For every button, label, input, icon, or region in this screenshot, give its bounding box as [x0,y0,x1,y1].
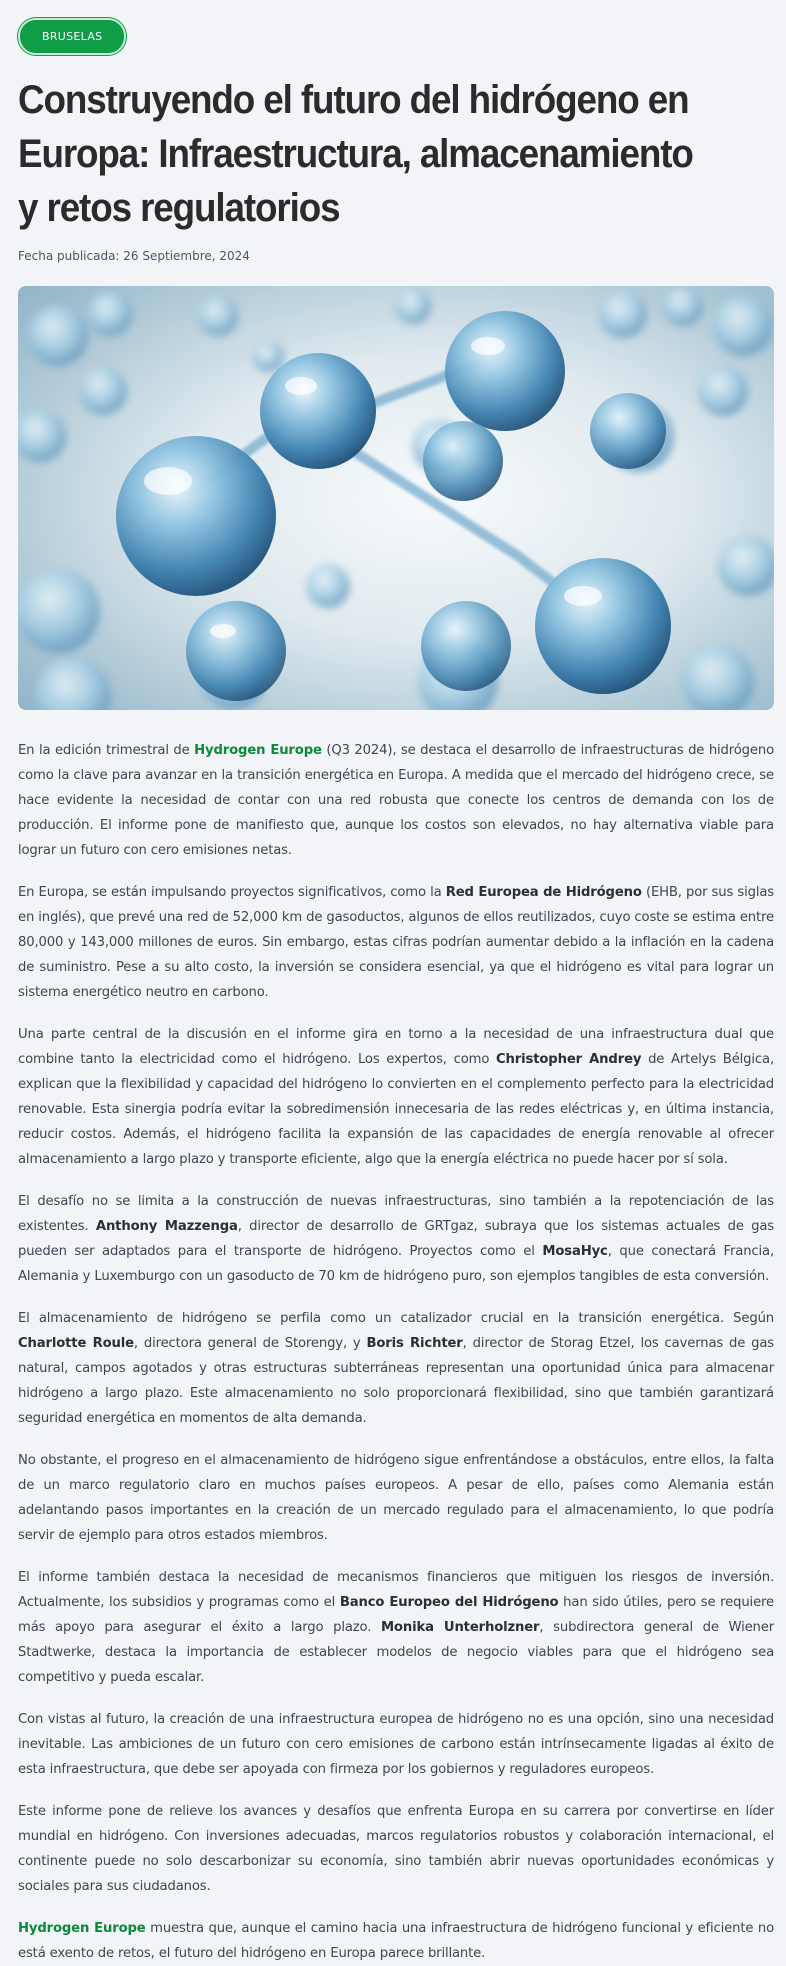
paragraph-text: El desafío no se limita a la construcción de nuevas infraestructuras, sino también a la repotenciación de las existentes. [18,1194,774,1234]
article-paragraph [18,1916,774,1966]
highlighted-name: Monika Unterholzner [380,1620,540,1635]
article-paragraph [18,1306,774,1431]
article-paragraph [18,1565,774,1690]
article-paragraph [18,1022,774,1172]
paragraph-text: , subdirectora general de Wiener Stadtwerke, destaca la importancia de establecer modelos de negocio viables para que el hidrógeno sea competitivo y pueda escalar. [18,1620,774,1685]
organization-link[interactable]: Hydrogen Europe [18,1921,146,1936]
paragraph-text: , directora general de Storengy, y [133,1336,367,1351]
highlighted-name: MosaHyc [542,1244,608,1259]
article-paragraph [18,1707,774,1782]
publish-date: Fecha publicada: 26 Septiembre, 2024 [18,249,250,263]
location-badge[interactable]: BRUSELAS [18,18,126,55]
paragraph-text: muestra que, aunque el camino hacia una infraestructura de hidrógeno funcional y eficiente no está exento de retos, el futuro del hidrógeno en Europa parece brillante. [18,1921,774,1961]
hydrogen-molecules-image [18,286,774,710]
paragraph-text: de Artelys Bélgica, explican que la flexibilidad y capacidad del hidrógeno lo convierten en el complemento perfecto para la electricidad renovable. Esta sinergia podría evitar la sobredimensión innecesaria de las redes eléctricas y, en última instancia, reducir costos. Además, el hidrógeno facilita la expansión de las capacidades de energía renovable al ofrecer almacenamiento a largo plazo y transporte eficiente, algo que la energía eléctrica no puede hacer por sí sola. [18,1052,774,1167]
hero-image [18,286,774,710]
paragraph-text: No obstante, el progreso en el almacenamiento de hidrógeno sigue enfrentándose a obstáculos, entre ellos, la falta de un marco regulatorio claro en muchos países europeos. A pesar de ello, países como Alemania están adelantando pasos importantes en la creación de un mercado regulado para el almacenamiento, lo que podría servir de ejemplo para otros estados miembros. [18,1453,774,1543]
paragraph-text: El informe también destaca la necesidad de mecanismos financieros que mitiguen los riesgos de inversión. Actualmente, los subsidios y programas como el [18,1570,774,1610]
article-body [18,738,774,1966]
highlighted-name: Charlotte Roule [18,1336,134,1351]
paragraph-text: Este informe pone de relieve los avances y desafíos que enfrenta Europa en su carrera por convertirse en líder mundial en hidrógeno. Con inversiones adecuadas, marcos regulatorios robustos y colaboración internacional, el continente puede no solo descarbonizar su economía, sino también abrir nuevas oportunidades económicas y sociales para sus ciudadanos. [18,1804,774,1894]
paragraph-text: han sido útiles, pero se requiere más apoyo para asegurar el éxito a largo plazo. [18,1595,774,1635]
paragraph-text: , que conectará Francia, Alemania y Luxemburgo con un gasoducto de 70 km de hidrógeno puro, son ejemplos tangibles de esta conversión. [18,1244,774,1284]
article-paragraph [18,880,774,1005]
article-paragraph [18,1799,774,1899]
paragraph-text: , director de desarrollo de GRTgaz, subraya que los sistemas actuales de gas pueden ser adaptados para el transporte de hidrógeno. Proyectos como el [18,1219,774,1259]
paragraph-text: El almacenamiento de hidrógeno se perfila como un catalizador crucial en la transición energética. Según [18,1311,774,1326]
highlighted-name: Christopher Andrey [496,1052,642,1067]
article-paragraph [18,1189,774,1289]
paragraph-text: Con vistas al futuro, la creación de una infraestructura europea de hidrógeno no es una opción, sino una necesidad inevitable. Las ambiciones de un futuro con cero emisiones de carbono están intrínsecamente ligadas al éxito de esta infraestructura, que debe ser apoyada con firmeza por los gobiernos y reguladores europeos. [18,1712,774,1777]
article-title: Construyendo el futuro del hidrógeno en Europa: Infraestructura, almacenamiento y retos regulatorios [18,78,693,230]
paragraph-text: En Europa, se están impulsando proyectos significativos, como la [18,885,446,900]
highlighted-name: Anthony Mazzenga [95,1219,238,1234]
paragraph-text: En la edición trimestral de [18,743,195,758]
highlighted-name: Banco Europeo del Hidrógeno [339,1595,559,1610]
paragraph-text: (EHB, por sus siglas en inglés), que prevé una red de 52,000 km de gasoductos, algunos de ellos reutilizados, cuyo coste se estima entre 80,000 y 143,000 millones de euros. Sin embargo, estas cifras podrían aumentar debido a la inflación en la cadena de suministro. Pese a su alto costo, la inversión se considera esencial, ya que el hidrógeno es vital para lograr un sistema energético neutro en carbono. [18,885,774,1000]
article-paragraph [18,1448,774,1548]
paragraph-text: , director de Storag Etzel, los cavernas de gas natural, campos agotados y otras estructuras subterráneas representan una oportunidad única para almacenar hidrógeno a largo plazo. Este almacenamiento no solo proporcionará flexibilidad, sino que también garantizará seguridad energética en momentos de alta demanda. [18,1336,774,1426]
paragraph-text: Una parte central de la discusión en el informe gira en torno a la necesidad de una infraestructura dual que combine tanto la electricidad como el hidrógeno. Los expertos, como [18,1027,774,1067]
highlighted-name: Red Europea de Hidrógeno [445,885,642,900]
paragraph-text: (Q3 2024), se destaca el desarrollo de infraestructuras de hidrógeno como la clave para avanzar en la transición energética en Europa. A medida que el mercado del hidrógeno crece, se hace evidente la necesidad de contar con una red robusta que conecte los centros de demanda con los de producción. El informe pone de manifiesto que, aunque los costos son elevados, no hay alternativa viable para lograr un futuro con cero emisiones netas. [18,743,774,858]
highlighted-name: Boris Richter [366,1336,463,1351]
organization-link[interactable]: Hydrogen Europe [194,743,322,758]
article-paragraph [18,738,774,863]
